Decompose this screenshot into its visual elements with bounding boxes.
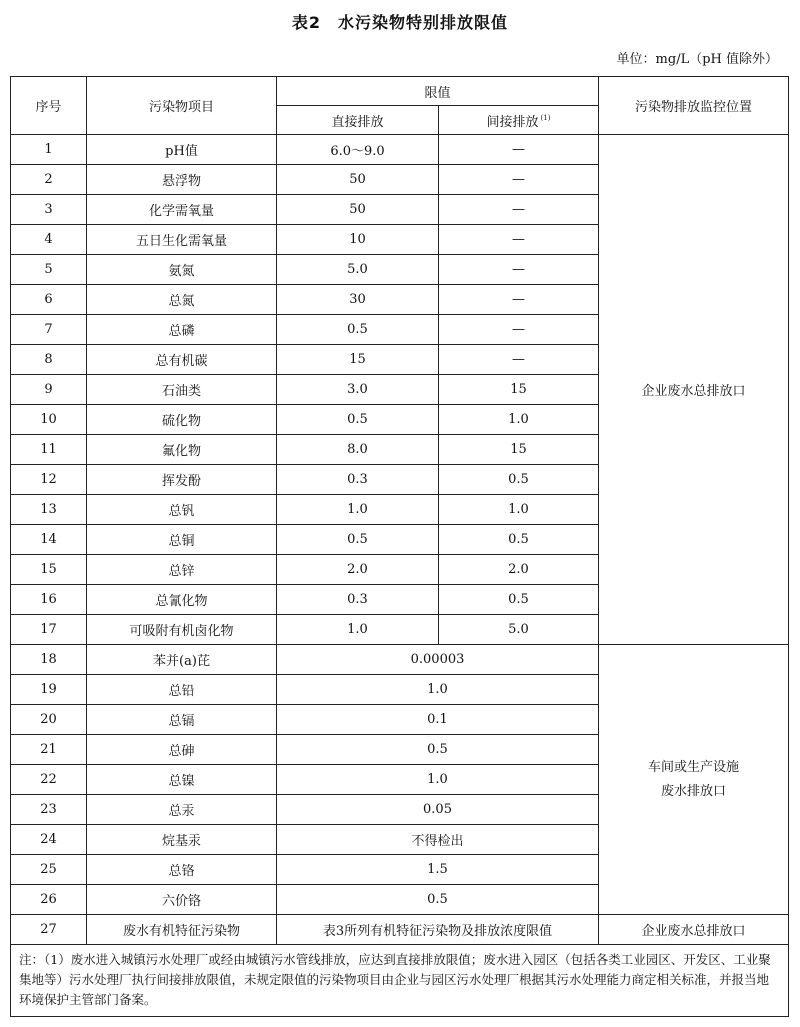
row-number: 4 (11, 225, 87, 255)
direct-limit: 5.0 (277, 255, 439, 285)
combined-limit: 表3所列有机特征污染物及排放浓度限值 (277, 915, 599, 945)
pollutant-name: 石油类 (87, 375, 277, 405)
row-number: 1 (11, 135, 87, 165)
pollutant-name: 总钒 (87, 495, 277, 525)
pollutant-name: 烷基汞 (87, 825, 277, 855)
indirect-limit: — (439, 345, 599, 375)
row-number: 21 (11, 735, 87, 765)
header-limit: 限值 (277, 77, 599, 106)
pollutant-name: 总汞 (87, 795, 277, 825)
direct-limit: 2.0 (277, 555, 439, 585)
indirect-limit: 2.0 (439, 555, 599, 585)
indirect-limit: 0.5 (439, 585, 599, 615)
unit-note: 单位：mg/L（pH 值除外） (616, 52, 778, 67)
direct-limit: 15 (277, 345, 439, 375)
indirect-limit: 1.0 (439, 405, 599, 435)
indirect-limit: — (439, 285, 599, 315)
pollutant-name: 挥发酚 (87, 465, 277, 495)
emission-limits-table (10, 76, 789, 1017)
pollutant-name: 氟化物 (87, 435, 277, 465)
row-number: 18 (11, 645, 87, 675)
indirect-limit: — (439, 225, 599, 255)
direct-limit: 1.0 (277, 615, 439, 645)
header-item: 污染物项目 (87, 77, 277, 135)
row-number: 8 (11, 345, 87, 375)
row-number: 9 (11, 375, 87, 405)
pollutant-name: 悬浮物 (87, 165, 277, 195)
pollutant-name: 五日生化需氧量 (87, 225, 277, 255)
combined-limit: 0.05 (277, 795, 599, 825)
combined-limit: 0.1 (277, 705, 599, 735)
pollutant-name: 硫化物 (87, 405, 277, 435)
pollutant-name: 氨氮 (87, 255, 277, 285)
row-number: 12 (11, 465, 87, 495)
pollutant-name: 总铜 (87, 525, 277, 555)
header-location: 污染物排放监控位置 (599, 77, 789, 135)
pollutant-name: 总铅 (87, 675, 277, 705)
row-number: 14 (11, 525, 87, 555)
row-number: 6 (11, 285, 87, 315)
indirect-limit: — (439, 195, 599, 225)
pollutant-name: pH值 (87, 135, 277, 165)
location-line-2: 废水排放口 (661, 783, 727, 799)
monitoring-location-organic: 企业废水总排放口 (599, 915, 789, 945)
pollutant-name: 化学需氧量 (87, 195, 277, 225)
direct-limit: 1.0 (277, 495, 439, 525)
pollutant-name: 总氰化物 (87, 585, 277, 615)
pollutant-name: 总磷 (87, 315, 277, 345)
combined-limit: 0.5 (277, 735, 599, 765)
direct-limit: 3.0 (277, 375, 439, 405)
row-number: 15 (11, 555, 87, 585)
table-row (11, 645, 789, 675)
direct-limit: 0.5 (277, 315, 439, 345)
combined-limit: 1.0 (277, 765, 599, 795)
row-number: 10 (11, 405, 87, 435)
table-footnote: 注：（1）废水进入城镇污水处理厂或经由城镇污水管线排放，应达到直接排放限值；废水进入园区（包括各类工业园区、开发区、工业聚集地等）污水处理厂执行间接排放限值，未规定限值的污染物项目由企业与园区污水处理厂根据其污水处理能力商定相关标准，并报当地环境保护主管部门备案。 (11, 945, 789, 1017)
pollutant-name: 总有机碳 (87, 345, 277, 375)
row-number: 17 (11, 615, 87, 645)
indirect-limit: — (439, 165, 599, 195)
pollutant-name: 可吸附有机卤化物 (87, 615, 277, 645)
direct-limit: 0.3 (277, 465, 439, 495)
pollutant-name: 废水有机特征污染物 (87, 915, 277, 945)
indirect-limit: — (439, 315, 599, 345)
table-row (11, 915, 789, 945)
pollutant-name: 六价铬 (87, 885, 277, 915)
combined-limit: 不得检出 (277, 825, 599, 855)
direct-limit: 8.0 (277, 435, 439, 465)
direct-limit: 0.5 (277, 405, 439, 435)
pollutant-name: 总砷 (87, 735, 277, 765)
row-number: 25 (11, 855, 87, 885)
direct-limit: 30 (277, 285, 439, 315)
row-number: 24 (11, 825, 87, 855)
header-indirect (439, 106, 599, 135)
monitoring-location-workshop (599, 645, 789, 915)
note-row (11, 945, 789, 1017)
row-number: 22 (11, 765, 87, 795)
row-number: 7 (11, 315, 87, 345)
indirect-limit: 0.5 (439, 465, 599, 495)
row-number: 5 (11, 255, 87, 285)
row-number: 23 (11, 795, 87, 825)
table-row (11, 135, 789, 165)
combined-limit: 0.5 (277, 885, 599, 915)
row-number: 19 (11, 675, 87, 705)
header-indirect-label: 间接排放 (486, 114, 539, 130)
footnote-ref: (1) (540, 114, 551, 123)
pollutant-name: 总镉 (87, 705, 277, 735)
location-line-1: 车间或生产设施 (648, 759, 740, 775)
row-number: 3 (11, 195, 87, 225)
indirect-limit: — (439, 135, 599, 165)
header-seq: 序号 (11, 77, 87, 135)
pollutant-name: 苯并(a)芘 (87, 645, 277, 675)
row-number: 27 (11, 915, 87, 945)
row-number: 20 (11, 705, 87, 735)
combined-limit: 0.00003 (277, 645, 599, 675)
indirect-limit: 1.0 (439, 495, 599, 525)
combined-limit: 1.0 (277, 675, 599, 705)
direct-limit: 50 (277, 195, 439, 225)
pollutant-name: 总铬 (87, 855, 277, 885)
row-number: 16 (11, 585, 87, 615)
direct-limit: 0.3 (277, 585, 439, 615)
direct-limit: 6.0～9.0 (277, 135, 439, 165)
indirect-limit: 15 (439, 375, 599, 405)
indirect-limit: 5.0 (439, 615, 599, 645)
indirect-limit: — (439, 255, 599, 285)
monitoring-location-main: 企业废水总排放口 (599, 135, 789, 645)
pollutant-name: 总镍 (87, 765, 277, 795)
row-number: 13 (11, 495, 87, 525)
table-body (11, 135, 789, 1017)
header-direct: 直接排放 (277, 106, 439, 135)
row-number: 11 (11, 435, 87, 465)
row-number: 2 (11, 165, 87, 195)
row-number: 26 (11, 885, 87, 915)
pollutant-name: 总锌 (87, 555, 277, 585)
pollutant-name: 总氮 (87, 285, 277, 315)
table-title: 表2 水污染物特别排放限值 (291, 13, 509, 32)
combined-limit: 1.5 (277, 855, 599, 885)
indirect-limit: 15 (439, 435, 599, 465)
indirect-limit: 0.5 (439, 525, 599, 555)
direct-limit: 0.5 (277, 525, 439, 555)
direct-limit: 10 (277, 225, 439, 255)
direct-limit: 50 (277, 165, 439, 195)
